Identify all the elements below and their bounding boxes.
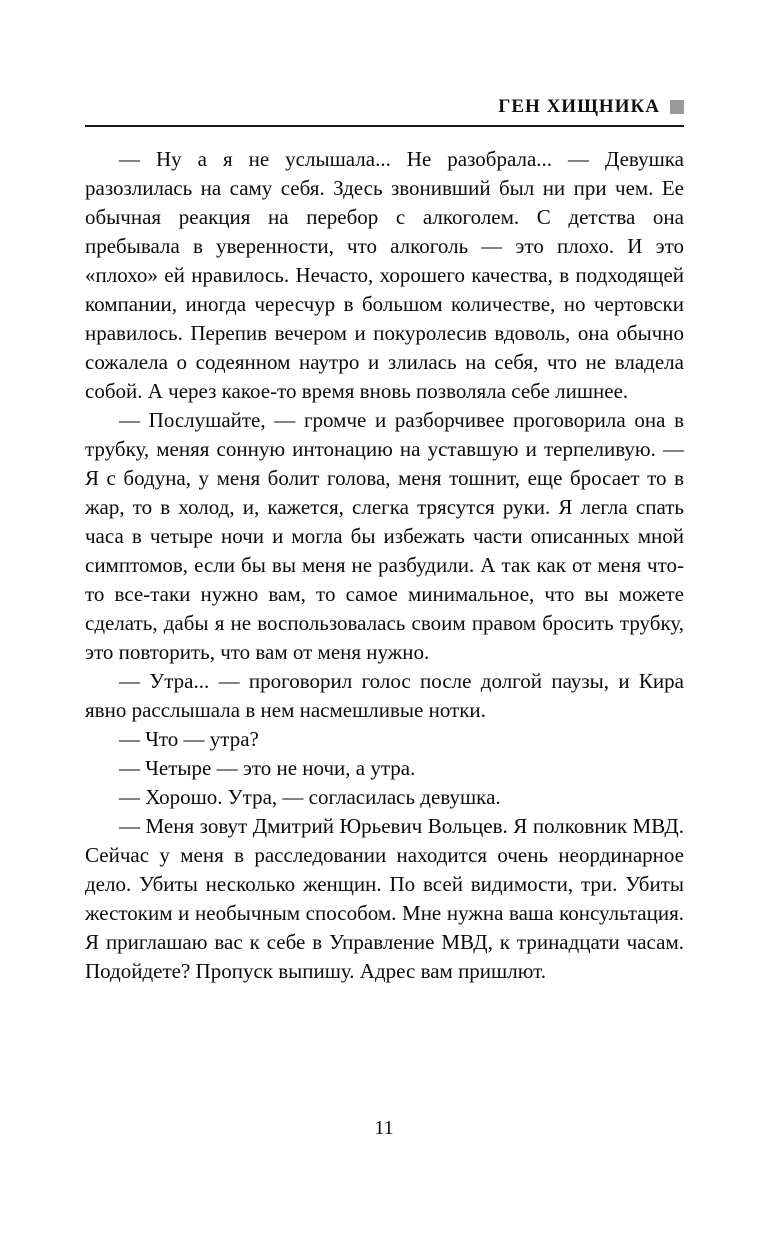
paragraph: — Ну а я не услышала... Не разобрала... — Девушка разозлилась на саму себя. Здесь звонивший был ни при чем. Ее обычная реакция на перебор с алкоголем. С детства она пребывала в уверенности, что алкоголь — это плохо. И это «плохо» ей нравилось. Нечасто, хорошего качества, в подходящей компании, иногда чересчур в большом количестве, но чертовски нравилось. Перепив вечером и покуролесив вдоволь, она обычно сожалела о содеянном наутро и злилась на себя, что не владела собой. А через какое-то время вновь позволяла себе лишнее.	[85, 147, 684, 403]
page-number: 11	[374, 1117, 394, 1139]
body-text	[85, 145, 684, 986]
paragraph: — Послушайте, — громче и разборчивее проговорила она в трубку, меняя сонную интонацию на уставшую и терпеливую. — Я с бодуна, у меня болит голова, меня тошнит, еще бросает то в жар, то в холод, и, кажется, слегка трясутся руки. Я легла спать часа в четыре ночи и могла бы избежать части описанных мной симптомов, если бы вы меня не разбудили. А так как от меня что-то все-таки нужно вам, то самое минимальное, что вы можете сделать, дабы я не воспользовалась своим правом бросить трубку, это повторить, что вам от меня нужно.	[85, 408, 684, 664]
paragraph: — Что — утра?	[119, 727, 259, 751]
header-square-icon	[670, 100, 684, 114]
paragraph: — Утра... — проговорил голос после долгой паузы, и Кира явно расслышала в нем насмешливые нотки.	[85, 669, 684, 722]
book-title: ГЕН ХИЩНИКА	[498, 96, 660, 117]
content-column	[85, 96, 684, 986]
paragraph: — Четыре — это не ночи, а утра.	[119, 756, 416, 780]
header-rule	[85, 125, 684, 127]
paragraph: — Меня зовут Дмитрий Юрьевич Вольцев. Я полковник МВД. Сейчас у меня в расследовании находится очень неординарное дело. Убиты несколько женщин. По всей видимости, три. Убиты жестоким и необычным способом. Мне нужна ваша консультация. Я приглашаю вас к себе в Управление МВД, к тринадцати часам. Подойдете? Пропуск выпишу. Адрес вам пришлют.	[85, 814, 684, 983]
running-head	[85, 96, 684, 125]
paragraph: — Хорошо. Утра, — согласилась девушка.	[119, 785, 501, 809]
